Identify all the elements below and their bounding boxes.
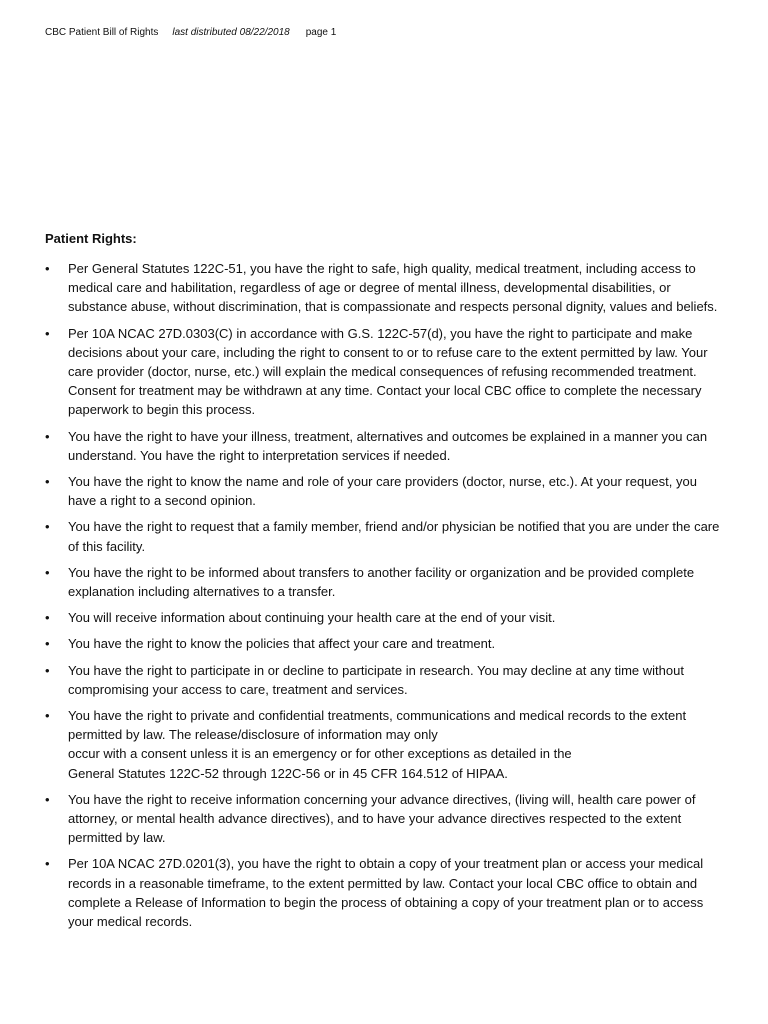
- bullet-icon: •: [45, 325, 50, 341]
- right-text: You have the right to be informed about transfers to another facility or organization and be provided complete explanation including alternatives to a transfer.: [68, 564, 695, 600]
- section-title: Patient Rights:: [45, 231, 137, 246]
- right-item: [45, 427, 723, 465]
- right-item: [45, 854, 723, 931]
- right-item: [45, 790, 723, 848]
- right-item: [45, 259, 723, 317]
- right-text: You have the right to private and confidential treatments, communications and medical records to the extent permitted by law. The release/disclosure of information may only occur with a consent unless it is an emergency or for other exceptions as detailed in the General Statutes 122C-52 through 122C-56 or in 45 CFR 164.512 of HIPAA.: [68, 708, 687, 781]
- right-text: Per 10A NCAC 27D.0303(C) in accordance with G.S. 122C-57(d), you have the right to participate and make decisions about your care, including the right to consent to or to refuse care to the extent permitted by law. Your care provider (doctor, nurse, etc.) will explain the medical consequences of refusing recommended treatment. Consent for treatment may be withdrawn at any time. Contact your local CBC office to complete the necessary paperwork to begin this process.: [68, 325, 708, 418]
- right-item: [45, 472, 723, 510]
- bullet-icon: •: [45, 428, 50, 444]
- right-text: You will receive information about continuing your health care at the end of your visit.: [68, 610, 556, 626]
- right-text: You have the right to participate in or decline to participate in research. You may decline at any time without compromising your access to care, treatment and services.: [68, 662, 684, 697]
- right-text: Per 10A NCAC 27D.0201(3), you have the right to obtain a copy of your treatment plan or access your medical records in a reasonable timeframe, to the extent permitted by law. Contact your local CBC office to obtain and complete a Release of Information to begin the process of obtaining a copy of your treatment plan or to access your medical records.: [68, 856, 704, 930]
- bullet-icon: •: [45, 261, 50, 276]
- page-number: page 1: [305, 27, 337, 38]
- right-text: You have the right to request that a family member, friend and/or physician be notified that you are under the care of this facility.: [68, 519, 720, 554]
- right-text: Per General Statutes 122C-51, you have the right to safe, high quality, medical treatment, including access to medical care and habilitation, regardless of age or degree of mental illness, developmental disabilities, or substance abuse, without discrimination, that is compassionate and respects personal dignity, values and beliefs.: [68, 261, 718, 315]
- right-text: You have the right to know the name and role of your care providers (doctor, nurse, etc.). At your request, you have a right to a second opinion.: [68, 474, 697, 509]
- right-item: [45, 706, 723, 783]
- right-item: [45, 563, 723, 601]
- bullet-icon: •: [45, 791, 50, 807]
- right-item: [45, 517, 723, 555]
- bullet-icon: •: [45, 610, 50, 626]
- distribution-date: last distributed 08/22/2018: [172, 27, 290, 38]
- right-item: [45, 324, 723, 420]
- bullet-icon: •: [45, 662, 50, 678]
- right-item: [45, 634, 723, 653]
- bullet-icon: •: [45, 708, 50, 724]
- rights-list: [45, 259, 723, 938]
- page-header: [45, 27, 336, 39]
- bullet-icon: •: [45, 564, 50, 580]
- bullet-icon: •: [45, 519, 50, 535]
- bullet-icon: •: [45, 636, 50, 652]
- right-item: [45, 661, 723, 699]
- bullet-icon: •: [45, 474, 50, 490]
- document-title: CBC Patient Bill of Rights: [45, 27, 159, 38]
- bullet-icon: •: [45, 856, 50, 872]
- right-text: You have the right to know the policies that affect your care and treatment.: [68, 636, 496, 652]
- right-text: You have the right to have your illness, treatment, alternatives and outcomes be explained in a manner you can understand. You have the right to interpretation services if needed.: [68, 428, 708, 463]
- right-item: [45, 608, 723, 627]
- right-text: You have the right to receive information concerning your advance directives, (living will, health care power of attorney, or mental health advance directives), and to have your advance directives respected to the extent permitted by law.: [68, 791, 696, 846]
